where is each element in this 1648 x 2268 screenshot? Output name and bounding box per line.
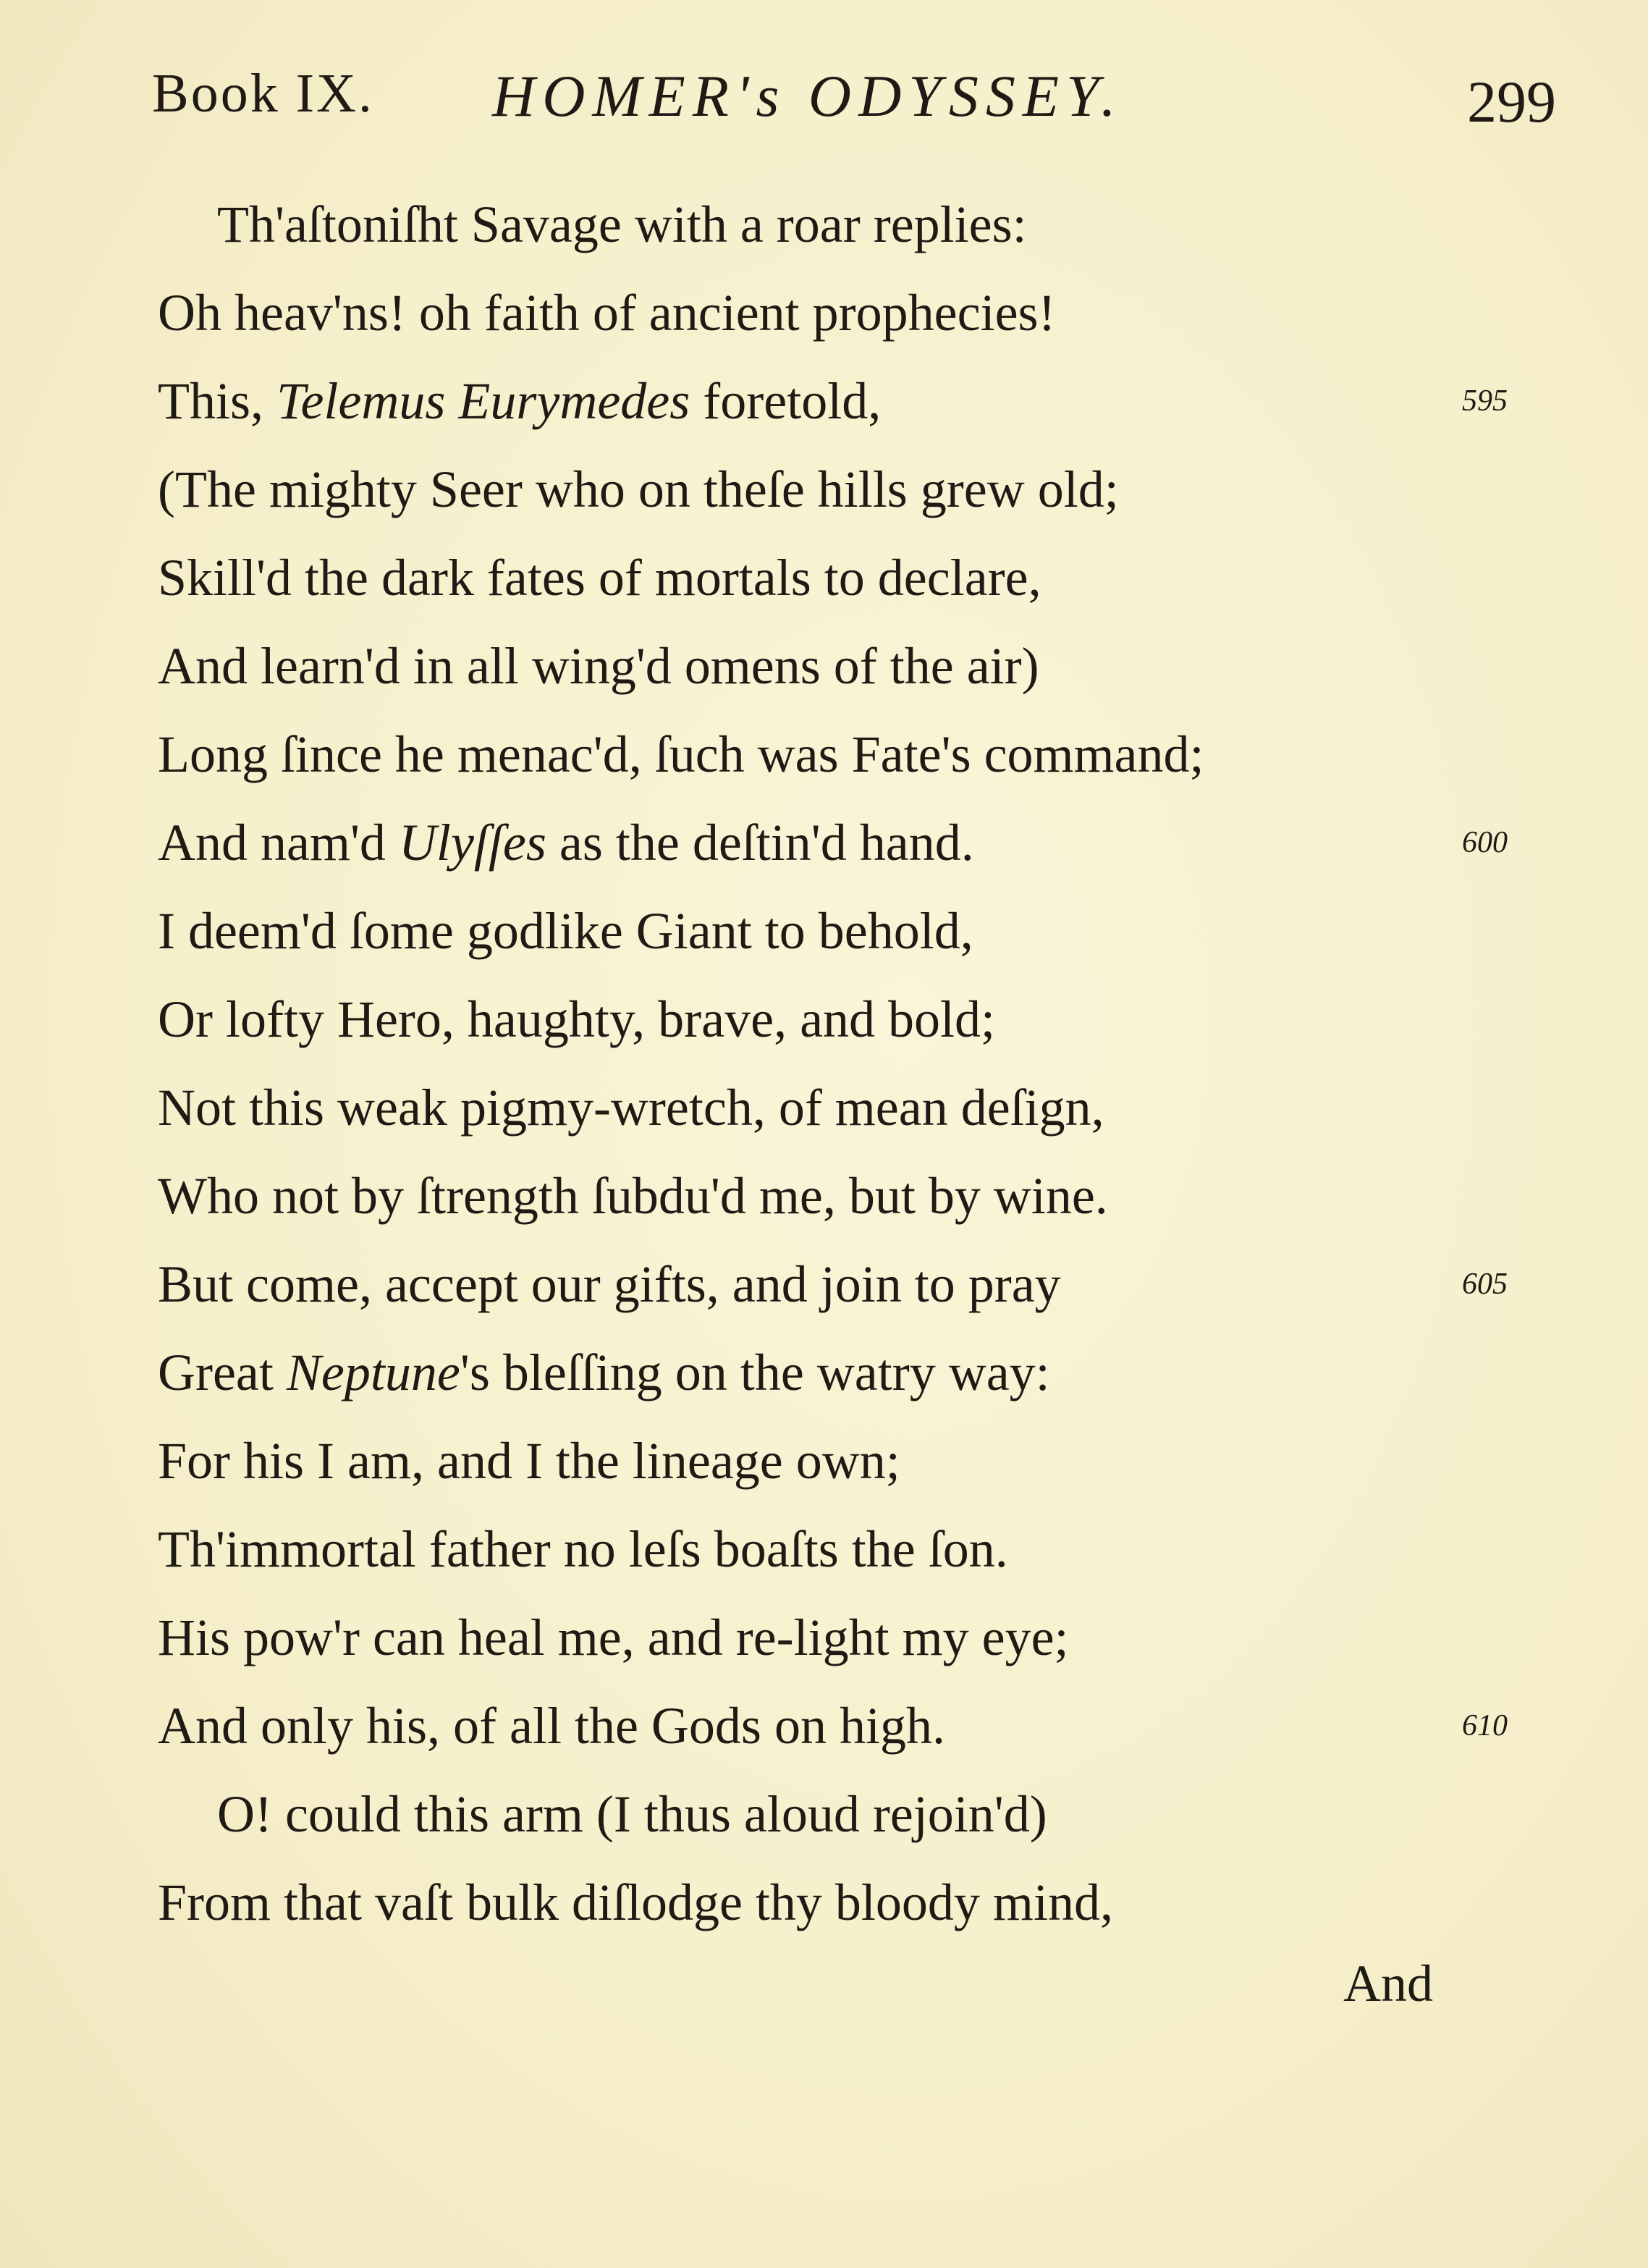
- verse-line: [217, 1771, 1047, 1858]
- verse-text: And learn'd in all wing'd omens of the air): [158, 637, 1039, 695]
- verse-line: [158, 1859, 1113, 1946]
- line-number: 610: [1462, 1709, 1508, 1742]
- verse-line: [158, 711, 1204, 798]
- verse-line: [158, 1417, 900, 1504]
- verse-text-continued: foretold,: [690, 372, 882, 430]
- verse-line: [158, 1241, 1061, 1328]
- verse-line: [158, 799, 974, 886]
- verse-text: (The mighty Seer who on theſe hills grew old;: [158, 460, 1119, 518]
- verse-italic-name: Neptune: [286, 1344, 460, 1401]
- verse-line: [158, 358, 881, 444]
- verse-text: Th'aſtoniſht Savage with a roar replies:: [217, 195, 1027, 253]
- verse-line: [158, 623, 1039, 709]
- verse-text: Or lofty Hero, haughty, brave, and bold;: [158, 990, 996, 1048]
- verse-text: O! could this arm (I thus aloud rejoin'd): [217, 1785, 1047, 1843]
- running-header: [152, 62, 1556, 142]
- verse-line: [158, 1506, 1008, 1593]
- verse-line: [158, 1594, 1069, 1681]
- verse-text: I deem'd ſome godlike Giant to behold,: [158, 902, 973, 960]
- verse-line: [158, 1329, 1050, 1416]
- verse-line: [158, 888, 973, 974]
- verse-text: For his I am, and I the lineage own;: [158, 1432, 900, 1490]
- verse-text: Long ſince he menac'd, ſuch was Fate's command;: [158, 725, 1204, 783]
- verse-text-continued: 's bleſſing on the watry way:: [460, 1344, 1050, 1401]
- verse-line: [158, 446, 1119, 533]
- verse-text-continued: as the deſtin'd hand.: [546, 814, 974, 872]
- verse-text: And only his, of all the Gods on high.: [158, 1697, 945, 1755]
- line-number: 600: [1462, 826, 1508, 859]
- verse-text: Great: [158, 1344, 287, 1401]
- verse-line: [158, 1064, 1104, 1151]
- verse-line: [158, 1152, 1108, 1239]
- verse-line: [158, 534, 1041, 621]
- verse-line: [217, 181, 1027, 268]
- line-number: 595: [1462, 384, 1508, 418]
- book-label: Book IX.: [152, 63, 374, 124]
- verse-line: [158, 1682, 945, 1769]
- verse-text: And nam'd: [158, 814, 399, 872]
- verse-line: [158, 976, 995, 1063]
- verse-text: This,: [158, 372, 277, 430]
- line-number: 605: [1462, 1268, 1508, 1301]
- verse-line: [158, 269, 1056, 356]
- verse-text: But come, accept our gifts, and join to pray: [158, 1255, 1061, 1313]
- verse-text: His pow'r can heal me, and re-light my eye;: [158, 1609, 1069, 1666]
- verse-italic-name: Telemus Eurymedes: [276, 372, 690, 430]
- catchword: And: [1343, 1955, 1433, 2012]
- verse-text: From that vaſt bulk diſlodge thy bloody mind,: [158, 1873, 1113, 1931]
- page-number: 299: [1467, 69, 1556, 135]
- verse-text: Th'immortal father no leſs boaſts the ſon.: [158, 1520, 1008, 1578]
- verse-text: Who not by ſtrength ſubdu'd me, but by wine.: [158, 1167, 1108, 1225]
- verse-text: Not this weak pigmy-wretch, of mean deſign,: [158, 1079, 1104, 1137]
- verse-text: Skill'd the dark fates of mortals to declare,: [158, 549, 1041, 607]
- running-title: HOMER's ODYSSEY.: [492, 63, 1123, 129]
- verse-text: Oh heav'ns! oh faith of ancient prophecies!: [158, 284, 1056, 342]
- verse-italic-name: Ulyſſes: [398, 814, 546, 872]
